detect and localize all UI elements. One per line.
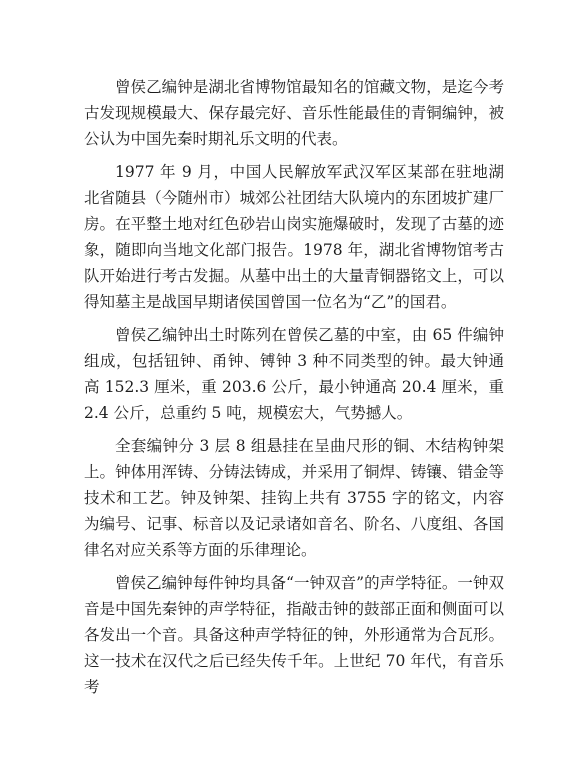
paragraph-3: 曾侯乙编钟出土时陈列在曾侯乙墓的中室，由 65 件编钟组成，包括钮钟、甬钟、镈钟 3 种不同类型的钟。最大钟通高 152.3 厘米，重 203.6 公斤，最小钟通高 20.4 厘米，重 2.4 公斤，总重约 5 吨，规模宏大，气势撼人。 <box>84 326 504 422</box>
paragraph-5: 曾侯乙编钟每件钟均具备“一钟双音”的声学特征。一钟双音是中国先秦钟的声学特征，指敲击钟的鼓部正面和侧面可以各发出一个音。具备这种声学特征的钟，外形通常为合瓦形。这一技术在汉代之后已经失传千年。上世纪 70 年代，有音乐考 <box>84 574 504 696</box>
paragraph-2: 1977 年 9 月，中国人民解放军武汉军区某部在驻地湖北省随县（今随州市）城郊公社团结大队境内的东团坡扩建厂房。在平整土地对红色砂岩山岗实施爆破时，发现了古墓的迹象，随即向当地文化部门报告。1978 年，湖北省博物馆考古队开始进行考古发掘。从墓中出土的大量青铜器铭文上，可以得知墓主是战国早期诸侯国曾国一位名为“乙”的国君。 <box>84 163 504 311</box>
document-body <box>84 74 504 707</box>
paragraph-1: 曾侯乙编钟是湖北省博物馆最知名的馆藏文物，是迄今考古发现规模最大、保存最完好、音乐性能最佳的青铜编钟，被公认为中国先秦时期礼乐文明的代表。 <box>84 78 504 148</box>
paragraph-4: 全套编钟分 3 层 8 组悬挂在呈曲尺形的铜、木结构钟架上。钟体用浑铸、分铸法铸成，并采用了铜焊、铸镶、错金等技术和工艺。钟及钟架、挂钩上共有 3755 字的铭文，内容为编号、记事、标音以及记录诸如音名、阶名、八度组、各国律名对应关系等方面的乐律理论。 <box>84 437 504 559</box>
